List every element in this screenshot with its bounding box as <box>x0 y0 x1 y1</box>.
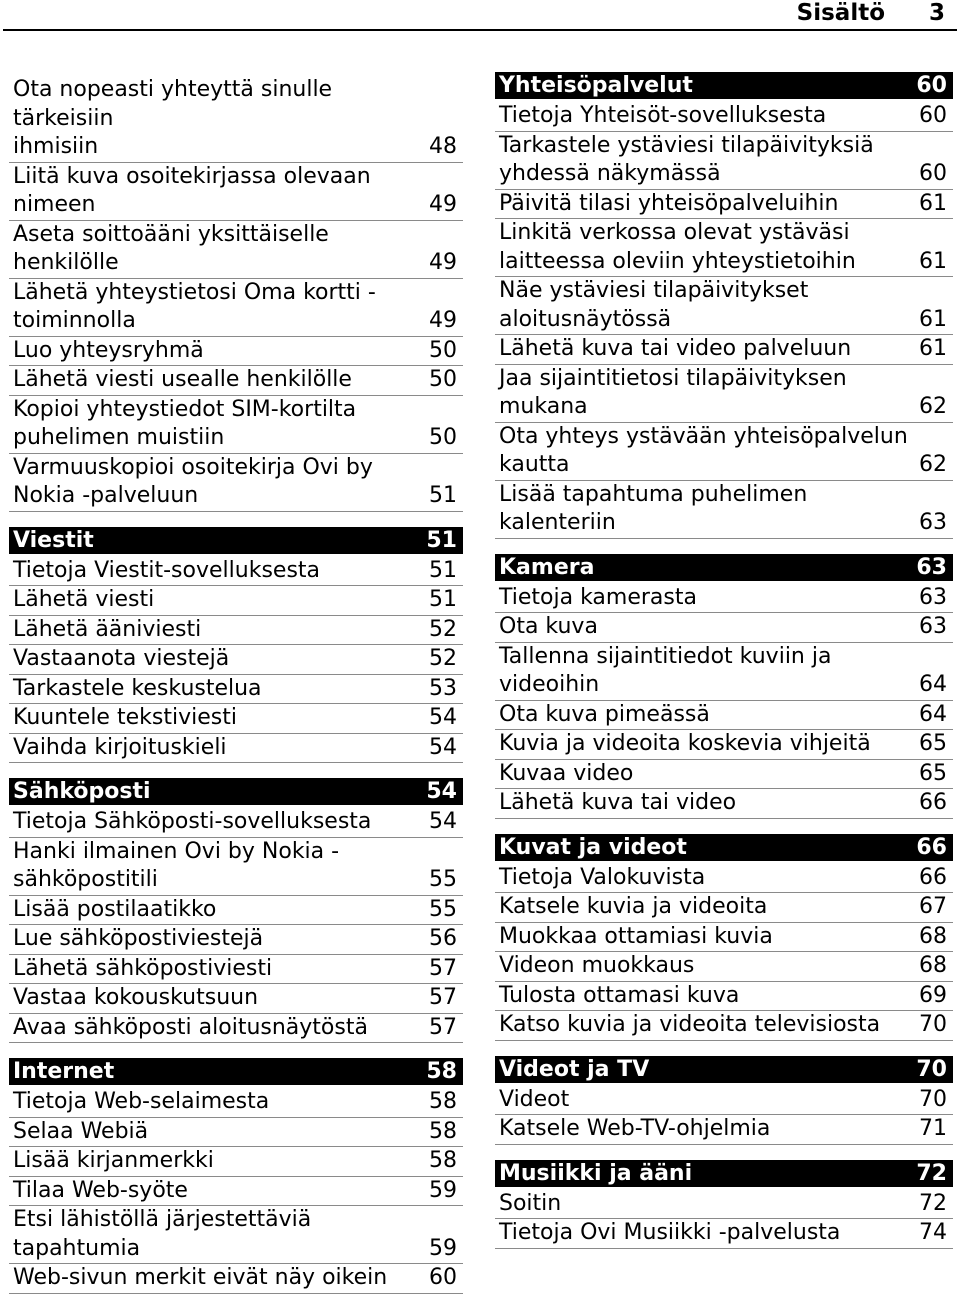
toc-entry-title: Näe ystäviesi tilapäivitykset aloitusnäytössä <box>499 278 809 332</box>
toc-entry-page: 71 <box>919 1116 947 1141</box>
toc-entry-page: 60 <box>919 161 947 186</box>
toc-entry-page: 57 <box>429 955 457 981</box>
toc-entry-page: 55 <box>429 867 457 892</box>
section-heading-title: Kuvat ja videot <box>499 834 687 860</box>
toc-entry[interactable] <box>9 454 463 512</box>
toc-entry[interactable] <box>9 1264 463 1294</box>
toc-entry-page: 63 <box>919 584 947 610</box>
section-heading-page: 58 <box>426 1059 457 1084</box>
toc-entry-title: Liitä kuva osoitekirjassa olevaan nimeen <box>13 163 371 217</box>
toc-entry[interactable] <box>9 734 463 764</box>
toc-entry[interactable] <box>495 102 953 132</box>
section-heading-page: 51 <box>426 527 457 553</box>
toc-entry-title: Vastaa kokouskutsuun <box>13 985 259 1010</box>
toc-entry-page: 54 <box>429 705 457 730</box>
toc-entry-title: Tilaa Web-syöte <box>13 1177 188 1203</box>
toc-entry-page: 64 <box>919 701 947 727</box>
toc-entry[interactable] <box>9 586 463 616</box>
toc-entry-page: 49 <box>429 192 457 217</box>
toc-entry-title: Lähetä kuva tai video palveluun <box>499 336 852 361</box>
section-heading[interactable] <box>9 527 463 554</box>
toc-entry-page: 52 <box>429 616 457 642</box>
section-heading-title: Kamera <box>499 554 595 580</box>
toc-entry-page: 50 <box>429 337 457 363</box>
toc-entry[interactable] <box>9 704 463 734</box>
toc-entry-page: 67 <box>919 894 947 919</box>
toc-entry-page: 63 <box>919 510 947 535</box>
toc-entry-title: Tarkastele ystäviesi tilapäivityksiä yhdessä näkymässä <box>499 132 874 186</box>
toc-entry[interactable] <box>495 701 953 731</box>
toc-entry-title: Ota kuva pimeässä <box>499 701 710 727</box>
toc-entry[interactable] <box>9 163 463 221</box>
toc-section <box>9 76 463 512</box>
section-heading-title: Viestit <box>13 527 94 553</box>
toc-entry[interactable] <box>9 1088 463 1118</box>
section-heading-title: Internet <box>13 1059 115 1084</box>
toc-entry[interactable] <box>495 277 953 335</box>
toc-entry-title: Tietoja Ovi Musiikki -palvelusta <box>499 1220 841 1245</box>
toc-entry-page: 54 <box>429 809 457 834</box>
section-heading-page: 60 <box>916 73 947 98</box>
toc-entry[interactable] <box>9 396 463 454</box>
toc-section <box>495 1056 953 1145</box>
toc-section <box>9 527 463 764</box>
toc-entry-title: Etsi lähistöllä järjestettäviä tapahtumia <box>13 1207 312 1261</box>
toc-entry[interactable] <box>495 423 953 481</box>
toc-entry-page: 70 <box>919 1086 947 1112</box>
toc-entry[interactable] <box>495 219 953 277</box>
toc-entry-title: Päivitä tilasi yhteisöpalveluihin <box>499 190 839 216</box>
toc-entry-title: Lue sähköpostiviestejä <box>13 926 264 951</box>
toc-entry-page: 59 <box>429 1177 457 1203</box>
toc-section <box>495 554 953 819</box>
toc-entry-title: Tietoja Viestit-sovelluksesta <box>13 557 321 583</box>
section-heading[interactable] <box>495 1056 953 1083</box>
toc-entry-title: Kopioi yhteystiedot SIM-kortilta puhelimen muistiin <box>13 396 357 450</box>
toc-entry-title: Vaihda kirjoituskieli <box>13 734 227 760</box>
toc-entry[interactable] <box>9 808 463 838</box>
toc-entry-page: 58 <box>429 1118 457 1144</box>
toc-entry[interactable] <box>9 838 463 896</box>
toc-entry-page: 63 <box>919 614 947 639</box>
section-heading[interactable] <box>495 554 953 581</box>
section-heading-page: 72 <box>916 1160 947 1186</box>
toc-entry-page: 49 <box>429 308 457 333</box>
toc-entry-page: 57 <box>429 985 457 1010</box>
toc-entry-page: 50 <box>429 425 457 450</box>
toc-entry[interactable] <box>9 1118 463 1148</box>
toc-entry[interactable] <box>9 896 463 926</box>
toc-entry-title: Luo yhteysryhmä <box>13 337 204 363</box>
toc-entry[interactable] <box>495 1190 953 1220</box>
toc-entry-page: 61 <box>919 190 947 216</box>
toc-entry[interactable] <box>495 1086 953 1116</box>
toc-entry[interactable] <box>495 643 953 701</box>
toc-entry[interactable] <box>495 982 953 1012</box>
section-heading[interactable] <box>9 778 463 805</box>
toc-entry[interactable] <box>495 1219 953 1249</box>
toc-entry-title: Varmuuskopioi osoitekirja Ovi by Nokia -palveluun <box>13 454 373 508</box>
toc-entry-title: Videot <box>499 1086 570 1112</box>
toc-entry-page: 51 <box>429 587 457 612</box>
toc-entry[interactable] <box>9 221 463 279</box>
toc-entry-page: 56 <box>429 926 457 951</box>
toc-entry[interactable] <box>9 984 463 1014</box>
toc-entry-title: Avaa sähköposti aloitusnäytöstä <box>13 1014 368 1040</box>
toc-entry[interactable] <box>9 366 463 396</box>
toc-entry[interactable] <box>9 1014 463 1044</box>
toc-entry-page: 68 <box>919 953 947 978</box>
section-heading-title: Musiikki ja ääni <box>499 1160 693 1186</box>
toc-entry-page: 49 <box>429 250 457 275</box>
toc-entry-page: 51 <box>429 483 457 508</box>
toc-entry-page: 68 <box>919 923 947 949</box>
section-heading-page: 70 <box>916 1056 947 1082</box>
toc-entry-page: 66 <box>919 790 947 815</box>
section-heading[interactable] <box>495 1160 953 1187</box>
toc-entry-title: Tietoja Valokuvista <box>499 864 706 890</box>
toc-entry-page: 65 <box>919 731 947 756</box>
toc-entry-page: 64 <box>919 672 947 697</box>
toc-entry-page: 65 <box>919 760 947 786</box>
section-heading[interactable] <box>495 834 953 861</box>
toc-section <box>495 834 953 1041</box>
toc-entry-title: Tietoja Yhteisöt-sovelluksesta <box>499 103 827 128</box>
toc-entry-title: Lähetä viesti usealle henkilölle <box>13 367 352 392</box>
toc-entry-title: Lisää kirjanmerkki <box>13 1148 214 1173</box>
toc-column-left <box>9 72 463 1309</box>
toc-entry[interactable] <box>9 645 463 675</box>
section-heading[interactable] <box>495 72 953 99</box>
toc-entry-page: 60 <box>429 1265 457 1290</box>
toc-entry[interactable] <box>9 1206 463 1264</box>
toc-entry-title: Selaa Webiä <box>13 1118 149 1144</box>
section-heading[interactable] <box>9 1058 463 1085</box>
toc-entry-page: 51 <box>429 557 457 583</box>
section-heading-title: Yhteisöpalvelut <box>499 73 693 98</box>
toc-entry[interactable] <box>9 955 463 985</box>
toc-entry-title: Katsele kuvia ja videoita <box>499 894 768 919</box>
toc-entry-title: Tallenna sijaintitiedot kuviin ja videoihin <box>499 643 832 697</box>
toc-entry-title: Lähetä viesti <box>13 587 155 612</box>
toc-entry-title: Kuuntele tekstiviesti <box>13 705 237 730</box>
toc-entry-title: Web-sivun merkit eivät näy oikein <box>13 1265 388 1290</box>
page-number: 3 <box>928 0 945 26</box>
toc-entry[interactable] <box>495 952 953 982</box>
toc-entry-title: Lisää tapahtuma puhelimen kalenteriin <box>499 481 808 535</box>
toc-entry[interactable] <box>495 584 953 614</box>
toc-entry[interactable] <box>9 557 463 587</box>
toc-entry-page: 59 <box>429 1235 457 1261</box>
section-heading-page: 66 <box>916 834 947 860</box>
toc-entry[interactable] <box>9 1147 463 1177</box>
toc-entry-title: Vastaanota viestejä <box>13 646 230 671</box>
toc-entry[interactable] <box>495 132 953 190</box>
toc-entry[interactable] <box>495 1115 953 1145</box>
toc-entry-title: Katso kuvia ja videoita televisiosta <box>499 1012 881 1037</box>
toc-entry-title: Ota nopeasti yhteyttä sinulle tärkeisiin ihmisiin <box>13 77 333 159</box>
toc-entry-title: Ota kuva <box>499 614 598 639</box>
toc-entry-page: 66 <box>919 864 947 890</box>
toc-entry-page: 74 <box>919 1220 947 1245</box>
toc-entry[interactable] <box>495 481 953 539</box>
toc-entry-page: 72 <box>919 1190 947 1216</box>
toc-entry[interactable] <box>9 279 463 337</box>
toc-entry[interactable] <box>495 864 953 894</box>
toc-entry-title: Lähetä ääniviesti <box>13 616 202 642</box>
toc-entry-page: 54 <box>429 734 457 760</box>
toc-entry-title: Hanki ilmainen Ovi by Nokia - sähköpostitili <box>13 838 340 892</box>
toc-entry-title: Jaa sijaintitietosi tilapäivityksen mukana <box>499 365 847 419</box>
toc-entry-title: Soitin <box>499 1190 562 1216</box>
toc-entry[interactable] <box>9 925 463 955</box>
toc-entry-title: Tarkastele keskustelua <box>13 675 262 701</box>
toc-entry-page: 55 <box>429 896 457 922</box>
toc-entry-page: 58 <box>429 1148 457 1173</box>
section-heading-title: Sähköposti <box>13 779 151 804</box>
toc-section <box>495 72 953 539</box>
toc-entry[interactable] <box>495 1011 953 1041</box>
toc-entry[interactable] <box>495 789 953 819</box>
toc-entry-page: 48 <box>429 134 457 159</box>
toc-entry-page: 50 <box>429 367 457 392</box>
toc-entry-page: 70 <box>919 1012 947 1037</box>
page-header <box>3 0 957 31</box>
toc-entry-title: Aseta soittoääni yksittäiselle henkilölle <box>13 221 329 275</box>
toc-entry-title: Ota yhteys ystävään yhteisöpalvelun kautta <box>499 423 908 477</box>
toc-entry-title: Tietoja Sähköposti-sovelluksesta <box>13 809 372 834</box>
toc-entry-title: Tietoja Web-selaimesta <box>13 1089 270 1114</box>
toc-entry-title: Lisää postilaatikko <box>13 896 217 922</box>
toc-section <box>9 778 463 1043</box>
toc-entry-page: 61 <box>919 306 947 332</box>
toc-entry-page: 62 <box>919 394 947 419</box>
toc-entry[interactable] <box>9 337 463 367</box>
toc-entry[interactable] <box>9 675 463 705</box>
toc-entry-page: 53 <box>429 675 457 701</box>
toc-entry-page: 58 <box>429 1089 457 1114</box>
toc-entry-page: 60 <box>919 103 947 128</box>
toc-entry-page: 69 <box>919 982 947 1008</box>
toc-entry-title: Lähetä sähköpostiviesti <box>13 955 273 981</box>
toc-entry-title: Muokkaa ottamiasi kuvia <box>499 923 773 949</box>
section-heading-page: 63 <box>916 554 947 580</box>
toc-entry-page: 62 <box>919 452 947 477</box>
toc-entry[interactable] <box>495 760 953 790</box>
toc-section <box>495 1160 953 1249</box>
toc-entry-title: Videon muokkaus <box>499 953 695 978</box>
toc-entry[interactable] <box>495 335 953 365</box>
toc-entry[interactable] <box>495 613 953 643</box>
toc-entry[interactable] <box>495 893 953 923</box>
toc-entry-title: Tulosta ottamasi kuva <box>499 982 740 1008</box>
toc-entry-title: Lähetä yhteystietosi Oma kortti - toiminnolla <box>13 279 376 333</box>
toc-entry[interactable] <box>495 365 953 423</box>
toc-entry[interactable] <box>9 76 463 163</box>
toc-entry-title: Katsele Web-TV-ohjelmia <box>499 1116 771 1141</box>
toc-entry[interactable] <box>495 730 953 760</box>
toc-entry-title: Kuvia ja videoita koskevia vihjeitä <box>499 731 871 756</box>
toc-entry-page: 61 <box>919 336 947 361</box>
toc-entry-page: 57 <box>429 1014 457 1040</box>
toc-entry[interactable] <box>9 1177 463 1207</box>
running-section-title: Sisältö <box>796 0 885 26</box>
toc-entry-title: Tietoja kamerasta <box>499 584 697 610</box>
section-heading-title: Videot ja TV <box>499 1056 650 1082</box>
toc-entry[interactable] <box>9 616 463 646</box>
toc-entry-page: 52 <box>429 646 457 671</box>
toc-entry[interactable] <box>495 923 953 953</box>
toc-entry-title: Linkitä verkossa olevat ystäväsi laitteessa oleviin yhteystietoihin <box>499 220 856 274</box>
toc-entry-page: 61 <box>919 248 947 274</box>
toc-column-right <box>495 72 953 1264</box>
toc-entry[interactable] <box>495 190 953 220</box>
toc-entry-title: Kuvaa video <box>499 760 634 786</box>
toc-section <box>9 1058 463 1294</box>
toc-entry-title: Lähetä kuva tai video <box>499 790 737 815</box>
section-heading-page: 54 <box>426 779 457 804</box>
